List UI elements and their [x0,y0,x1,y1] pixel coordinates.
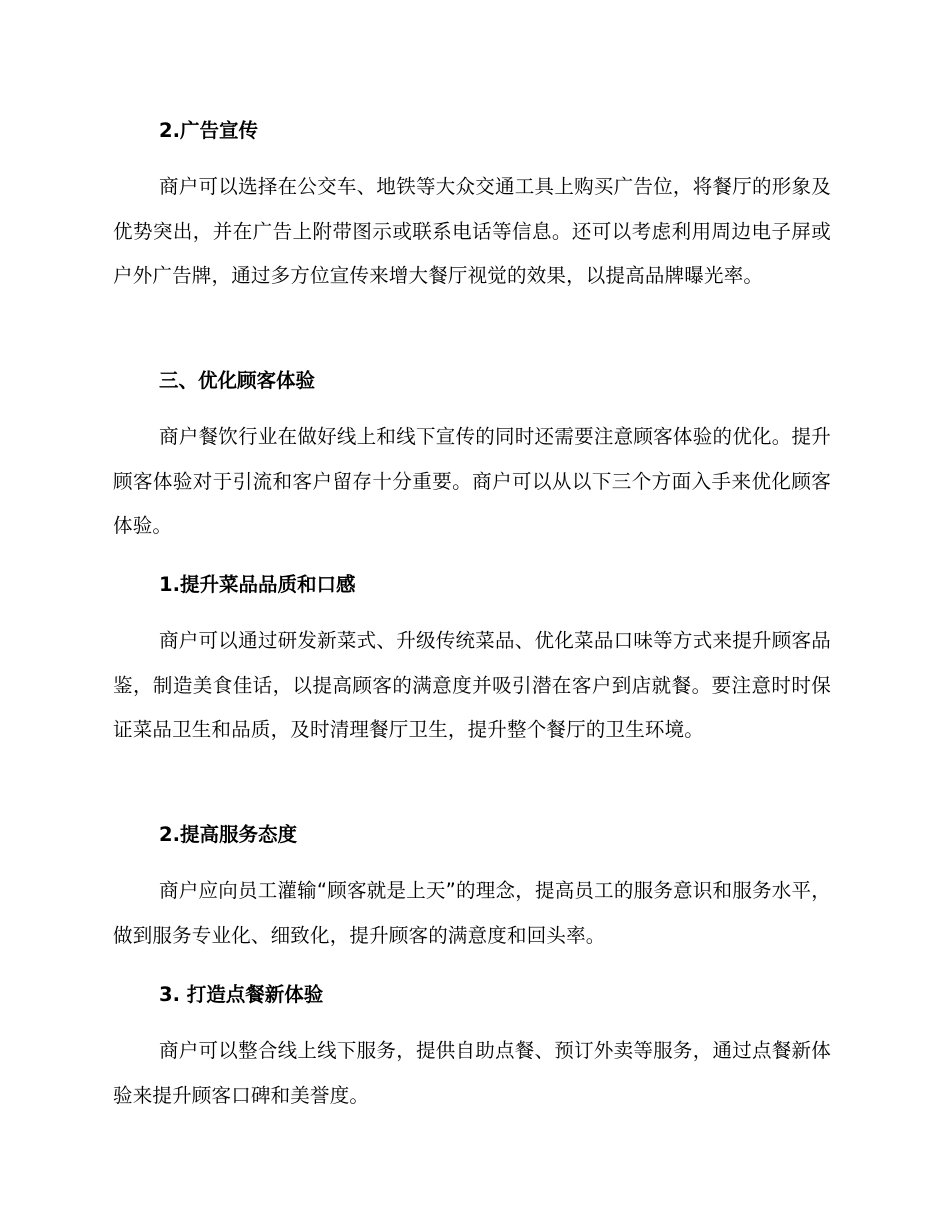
section-heading-customer-experience: 三、优化顾客体验 [159,369,316,392]
section-paragraph-dish-quality: 商户可以通过研发新菜式、升级传统菜品、优化菜品口味等方式来提升顾客品鉴，制造美食佳话，以提高顾客的满意度并吸引潜在客户到店就餐。要注意时时保证菜品卫生和品质，及时清理餐厅卫生，提升整个餐厅的卫生环境。 [113,629,831,742]
section-heading-service-attitude: 2.提高服务态度 [159,823,297,846]
section-heading-dish-quality: 1.提升菜品品质和口感 [159,573,356,596]
section-paragraph-ordering-experience: 商户可以整合线上线下服务，提供自助点餐、预订外卖等服务，通过点餐新体验来提升顾客口碑和美誉度。 [113,1039,831,1107]
section-heading-ordering-experience: 3. 打造点餐新体验 [159,983,324,1006]
section-heading-advertising: 2.广告宣传 [159,119,258,142]
section-paragraph-advertising: 商户可以选择在公交车、地铁等大众交通工具上购买广告位，将餐厅的形象及优势突出，并在广告上附带图示或联系电话等信息。还可以考虑利用周边电子屏或户外广告牌，通过多方位宣传来增大餐厅视觉的效果，以提高品牌曝光率。 [113,175,831,288]
section-paragraph-service-attitude: 商户应向员工灌输“顾客就是上天”的理念，提高员工的服务意识和服务水平，做到服务专业化、细致化，提升顾客的满意度和回头率。 [113,879,831,947]
section-paragraph-customer-experience: 商户餐饮行业在做好线上和线下宣传的同时还需要注意顾客体验的优化。提升顾客体验对于引流和客户留存十分重要。商户可以从以下三个方面入手来优化顾客体验。 [113,425,831,538]
